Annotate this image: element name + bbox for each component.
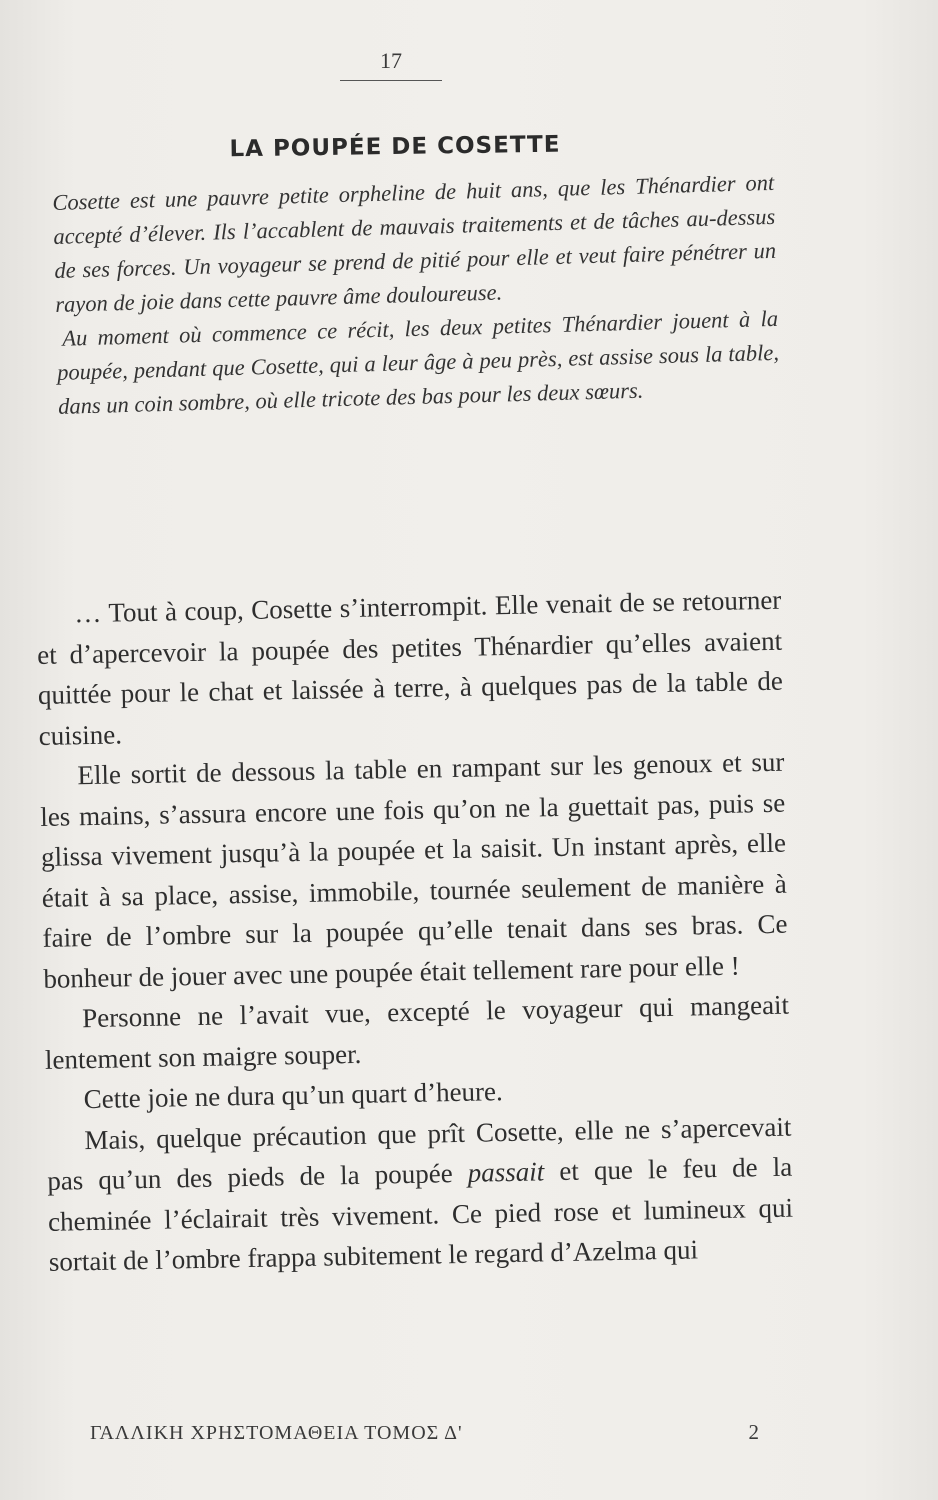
- body-paragraph: Personne ne l’avait vue, excepté le voyageur qui mangeait lentement son maigre souper.: [44, 989, 790, 1075]
- page-footer: [90, 1422, 760, 1452]
- body-paragraph: Elle sortit de dessous la table en rampant sur les genoux et sur les mains, s’assura encore une fois qu’on ne la guettait pas, puis se glissa vivement jusqu’à la poupée et la saisit. Un instant après, elle était à sa place, assise, immobile, tournée seulement de manière à faire de l’ombre sur la poupée qu’elle tenait dans ses bras. Ce bonheur de jouer avec une poupée était tellement rare pour elle !: [39, 746, 788, 994]
- signature-mark: 2: [748, 1420, 760, 1444]
- intro-summary: [52, 166, 780, 424]
- page-number: 17: [340, 48, 442, 81]
- book-title: ΓΑΛΛΙΚΗ ΧΡΗΣΤΟΜΑΘΕΙΑ ΤΟΜΟΣ Δ': [90, 1422, 463, 1444]
- italic-word: passait: [467, 1156, 545, 1188]
- body-paragraph: … Tout à coup, Cosette s’interrompit. Elle venait de se retourner et d’apercevoir la poupée des petites Thénardier qu’elles avaient quittée pour le chat et laissée à terre, à quelques pas de la table de cuisine.: [36, 584, 784, 751]
- body-paragraph: [46, 1106, 794, 1282]
- body-text-run: Mais, quelque précaution que prît Cosette, elle ne s’apercevait pas qu’un des pieds de la poupée: [46, 1111, 792, 1196]
- body-text-run: et que le feu de la cheminée l’éclairait très vivement. Ce pied rose et lumineux qui sortait de l’ombre frappa subitement le regard d’Azelma qui: [47, 1151, 794, 1277]
- chapter-title: LA POUPÉE DE COSETTE: [229, 131, 561, 163]
- intro-paragraph: Cosette est une pauvre petite orpheline de huit ans, que les Thénardier ont accepté d’élever. Ils l’accablent de mauvais traitements et de tâches au-dessus de ses forces. Un voyageur se prend de pitié pour elle et veut faire pénétrer un rayon de joie dans cette pauvre âme douloureuse.: [52, 169, 777, 317]
- body-paragraph: Cette joie ne dura qu’un quart d’heure.: [83, 1076, 504, 1115]
- main-text: [36, 580, 794, 1283]
- intro-paragraph: Au moment où commence ce récit, les deux petites Thénardier jouent à la poupée, pendant que Cosette, qui a leur âge à peu près, est assise sous la table, dans un coin sombre, où elle tricote des bas pour les deux sœurs.: [56, 305, 780, 419]
